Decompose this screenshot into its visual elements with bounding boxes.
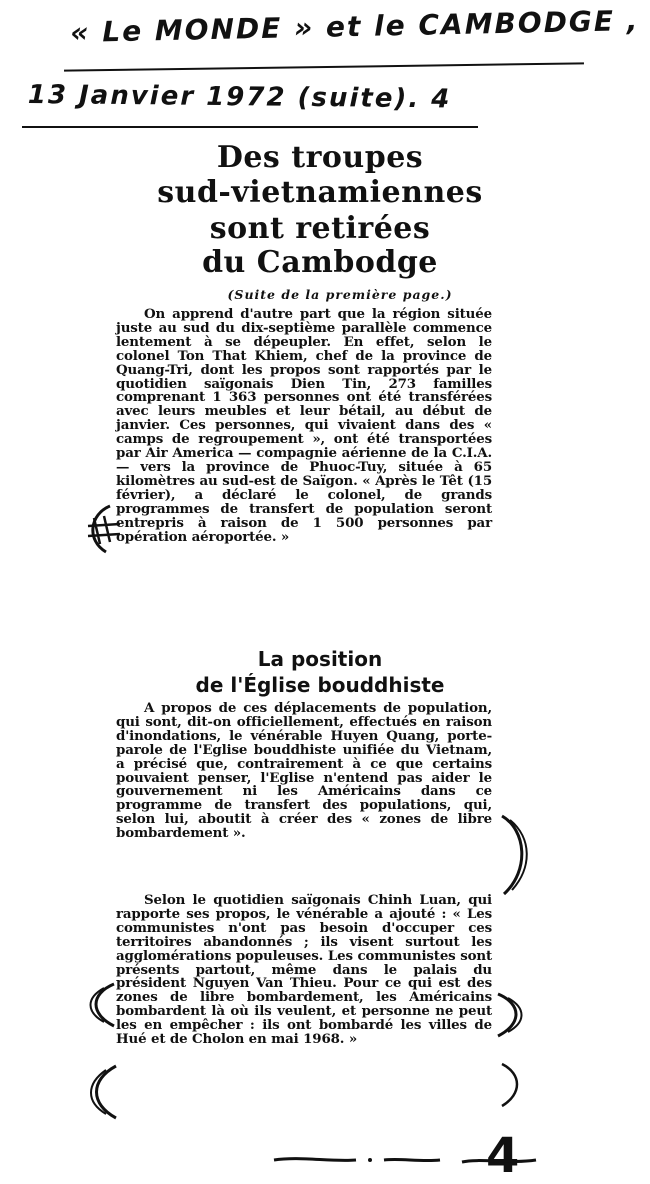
handwritten-title: « Le MONDE » et le CAMBODGE , xyxy=(70,4,640,49)
margin-bracket-left-1 xyxy=(84,980,120,1030)
handwritten-date: 13 Janvier 1972 (suite). 4 xyxy=(27,80,452,115)
paragraph-text: A propos de ces déplacements de population, qui sont, dit-on officiellement, effectués en raison d'inondations, le vénérable Huyen Quang, porte-parole de l'Eglise bouddhiste unifiée du Vietnam, a précisé que, contrairement à ce que certains pouvaient penser, l'Eglise n'entend pas aider le gouvernement ni les Américains dans ce programme de transfert des populations, qui, selon lui, aboutit à créer des « zones de libre bombardement ». xyxy=(116,700,492,842)
paragraph-text: Selon le quotidien saïgonais Chinh Luan, qui rapporte ses propos, le vénérable a ajouté : « Les communistes n'ont pas besoin d'occuper ces territoires abandonnés ; ils visent surtout les agglomérations populeuses. Les communistes sont présents partout, même dans le palais du président Nguyen Van Thieu. Pour ce qui est des zones de libre bombardement, les Américains bombardent là où ils veulent, et personne ne peut les en empêcher : ils ont bombardé les villes de Hué et de Cholon en mai 1968. » xyxy=(116,892,492,1048)
footer-dashes xyxy=(270,1150,450,1170)
headline-line-3: sont retirées xyxy=(209,211,431,246)
article-paragraph-3 xyxy=(116,894,492,1047)
section-title-line-1: La position xyxy=(257,647,383,671)
margin-bracket-right-3 xyxy=(496,1060,526,1110)
margin-bracket-right-2 xyxy=(492,990,528,1040)
date-underline xyxy=(22,126,478,128)
margin-bracket-left-2 xyxy=(86,1062,122,1122)
section-title-line-2: de l'Église bouddhiste xyxy=(195,673,445,697)
article-paragraph-2 xyxy=(116,702,492,841)
headline-line-4: du Cambodge xyxy=(202,245,438,280)
headline-line-2: sud-vietnamiennes xyxy=(157,175,483,210)
margin-hash-mark xyxy=(80,500,130,560)
headline-line-1: Des troupes xyxy=(216,140,424,175)
margin-bracket-right-1 xyxy=(496,810,536,900)
handwritten-page-number: 4 xyxy=(486,1128,520,1184)
page-number-stroke xyxy=(460,1154,540,1168)
continued-note: (Suite de la première page.) xyxy=(227,287,453,302)
article-paragraph-1 xyxy=(116,308,492,544)
paragraph-text: On apprend d'autre part que la région située juste au sud du dix-septième parallèle commence lentement à se dépeupler. En effet, selon le colonel Ton That Khiem, chef de la province de Quang-Tri, dont les propos sont rapportés par le quotidien saïgonais Dien Tin, 273 familles comprenant 1 363 personnes ont été transférées avec leurs meubles et leur bétail, au début de janvier. Ces personnes, qui vivaient dans des « camps de regroupement », ont été transportées par Air America — compagnie aérienne de la C.I.A. — vers la province de Phuoc-Tuy, située à 65 kilomètres au sud-est de Saïgon. « Après le Têt (15 février), a déclaré le colonel, de grands programmes de transfert de population seront entrepris à raison de 1 500 personnes par opération aéroportée. » xyxy=(116,306,492,545)
title-underline xyxy=(64,62,584,71)
